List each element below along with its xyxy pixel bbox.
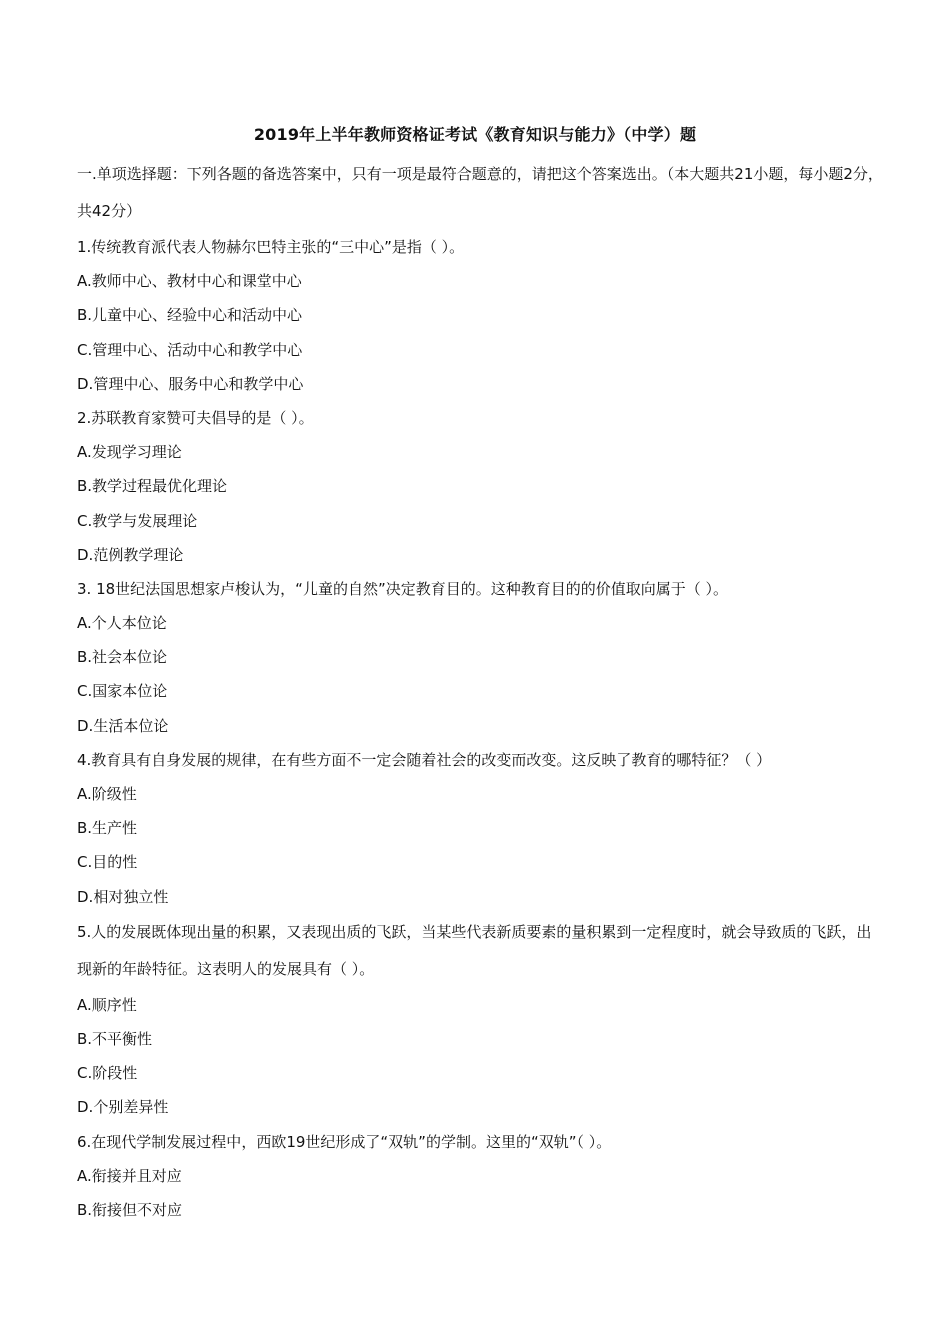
option-c: C.管理中心、活动中心和教学中心 (77, 340, 303, 359)
question-stem: 1.传统教育派代表人物赫尔巴特主张的“三中心”是指（ ）。 (77, 238, 465, 256)
option-d: D.个别差异性 (77, 1098, 169, 1117)
question-stem: 4.教育具有自身发展的规律，在有些方面不一定会随着社会的改变而改变。这反映了教育的哪特征？（ ） (77, 750, 772, 769)
question-6 (77, 1125, 885, 1228)
option-c: C.教学与发展理论 (77, 511, 198, 530)
question-2 (77, 401, 885, 572)
option-a: A.衔接并且对应 (77, 1166, 182, 1185)
option-d: D.范例教学理论 (77, 545, 184, 564)
question-4 (77, 743, 885, 914)
question-5 (77, 914, 885, 1125)
question-stem: 5.人的发展既体现出量的积累，又表现出质的飞跃，当某些代表新质要素的量积累到一定程度时，就会导致质的飞跃，出现新的年龄特征。这表明人的发展具有（ ）。 (77, 922, 872, 978)
option-c: C.国家本位论 (77, 682, 168, 701)
option-d: D.相对独立性 (77, 887, 169, 906)
option-d: D.生活本位论 (77, 716, 169, 735)
question-stem: 3. 18世纪法国思想家卢梭认为，“儿童的自然”决定教育目的。这种教育目的的价值取向属于（ ）。 (77, 579, 728, 598)
option-b: B.教学过程最优化理论 (77, 477, 228, 496)
option-c: C.阶段性 (77, 1064, 138, 1083)
question-stem: 2.苏联教育家赞可夫倡导的是（ ）。 (77, 408, 314, 427)
option-b: B.儿童中心、经验中心和活动中心 (77, 306, 303, 325)
document-body (77, 156, 885, 1227)
option-b: B.生产性 (77, 819, 138, 838)
question-3 (77, 572, 885, 743)
option-b: B.衔接但不对应 (77, 1200, 183, 1219)
option-d: D.管理中心、服务中心和教学中心 (77, 374, 304, 393)
document-title: 2019年上半年教师资格证考试《教育知识与能力》（中学）题 (253, 125, 697, 144)
option-b: B.社会本位论 (77, 648, 168, 667)
option-b: B.不平衡性 (77, 1029, 153, 1048)
section-intro: 一.单项选择题：下列各题的备选答案中，只有一项是最符合题意的，请把这个答案选出。（本大题共21小题，每小题2分，共42分） (77, 165, 883, 220)
option-a: A.顺序性 (77, 995, 137, 1014)
option-a: A.个人本位论 (77, 614, 167, 633)
option-a: A.教师中心、教材中心和课堂中心 (77, 272, 302, 291)
option-a: A.阶级性 (77, 785, 137, 803)
question-stem: 6.在现代学制发展过程中，西欧19世纪形成了“双轨”的学制。这里的“双轨”（ ）。 (77, 1132, 612, 1151)
question-1 (77, 230, 885, 401)
option-a: A.发现学习理论 (77, 443, 182, 462)
option-c: C.目的性 (77, 853, 138, 872)
